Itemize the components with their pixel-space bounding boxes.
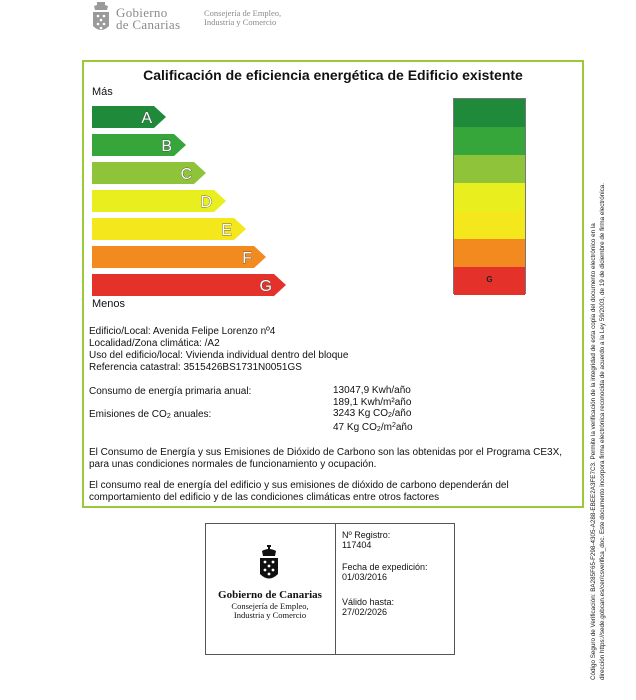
energy-class-bar-f	[92, 246, 266, 268]
header-dept-line1: Consejería de Empleo,	[204, 8, 282, 18]
registry-number-label: Nº Registro:	[342, 530, 391, 540]
scale-label-more: Más	[92, 86, 113, 98]
rating-band-e	[454, 211, 525, 239]
note-real-line1: El consumo real de energía del edificio y sus emisiones de dióxido de carbono dependerán del	[89, 480, 509, 491]
emissions-year-value	[333, 409, 411, 421]
building-info	[89, 326, 469, 374]
energy-class-letter-b: B	[161, 138, 172, 155]
certificate-title: Calificación de eficiencia energética de Edificio existente	[143, 67, 523, 83]
building-use: Uso del edificio/local: Vivienda individual dentro del bloque	[89, 350, 349, 361]
emissions-label-suffix: anuales:	[170, 409, 212, 420]
emissions-label-sub: 2	[166, 413, 171, 420]
energy-class-arrow-f	[92, 246, 268, 268]
header-org-line1: Gobierno	[116, 5, 168, 20]
verification-note	[589, 30, 607, 680]
emissions-label	[89, 409, 211, 420]
emissions-label-text: Emisiones de CO	[89, 409, 167, 420]
verification-note-line1: Código Seguro de Verificación: BA285F65-F298-4305-A288-EBEE2A3FE7C3. Permite la verificación de la integridad de esta copia del documento electrónico en la	[590, 223, 597, 680]
energy-class-bar-a	[92, 106, 166, 128]
energy-class-letter-g: G	[259, 278, 272, 295]
building-cadastral-ref: Referencia catastral: 3515426BS1731N0051GS	[89, 362, 302, 373]
emissions-m2-sub: 2	[376, 426, 381, 433]
registry-number	[342, 530, 390, 550]
emissions-year-suffix: /año	[391, 408, 412, 419]
registry-valid-until	[342, 597, 394, 617]
header-crest-icon	[91, 2, 111, 36]
header-dept-line2: Industria y Comercio	[204, 17, 277, 27]
energy-class-letter-e: E	[221, 222, 232, 239]
rating-band-a	[454, 99, 525, 127]
header-org-line2: de Canarias	[116, 17, 181, 32]
rating-band-c	[454, 155, 525, 183]
header-org-name	[116, 7, 196, 31]
rating-band-g	[454, 267, 525, 295]
registry-valid-value: 27/02/2026	[342, 607, 388, 617]
emissions-m2-sup: 2	[391, 422, 396, 429]
registry-org-name: Gobierno de Canarias	[218, 589, 322, 601]
registry-dept-line2: Industria y Comercio	[233, 610, 307, 620]
energy-class-bar-g	[92, 274, 286, 296]
emissions-m2-value	[333, 421, 413, 435]
scale-label-less: Menos	[92, 298, 126, 310]
emissions-year-text: 3243 Kg CO	[333, 408, 389, 419]
emissions-m2-mid: /m	[380, 422, 392, 433]
rating-band-f	[454, 239, 525, 267]
emissions-year-sub: 2	[388, 412, 392, 419]
registry-issue-label: Fecha de expedición:	[342, 562, 428, 572]
note-program	[89, 447, 569, 471]
energy-class-letter-d: D	[200, 194, 212, 211]
energy-class-letter-f: F	[242, 250, 252, 267]
rating-band-d	[454, 183, 525, 211]
energy-class-letter-a: A	[141, 110, 152, 127]
registry-dept-line1: Consejería de Empleo,	[231, 601, 309, 611]
note-program-line1: El Consumo de Energía y sus Emisiones de Dióxido de Carbono son las obtenidas por el Programa CE3X,	[89, 447, 563, 458]
note-real-line2: comportamiento del edificio y de las condiciones climáticas entre otros factores	[89, 492, 440, 503]
energy-class-arrow-c	[92, 162, 208, 184]
consumption-year-value: 13047,9 Kwh/año	[333, 385, 411, 396]
rating-band-b	[454, 127, 525, 155]
consumption-label: Consumo de energía primaria anual:	[89, 386, 252, 397]
note-real-consumption	[89, 480, 569, 504]
energy-class-arrow-a	[92, 106, 168, 128]
building-address: Edificio/Local: Avenida Felipe Lorenzo nº4	[89, 326, 276, 337]
registry-issue-value: 01/03/2016	[342, 572, 388, 582]
rating-scale	[453, 98, 526, 294]
registry-dept-name	[205, 602, 335, 620]
registry-crest-icon	[258, 545, 280, 585]
registry-valid-label: Válido hasta:	[342, 597, 395, 607]
energy-class-arrow-e	[92, 218, 248, 240]
current-rating-label: G	[486, 275, 493, 284]
registry-divider	[335, 523, 336, 655]
consumption-m2-value: 189,1 Kwh/m²año	[333, 397, 412, 408]
note-program-line2: para unas condiciones normales de funcionamiento y ocupación.	[89, 459, 377, 470]
building-climate-zone: Localidad/Zona climática: /A2	[89, 338, 220, 349]
energy-class-arrow-d	[92, 190, 228, 212]
energy-class-arrow-g	[92, 274, 288, 296]
registry-number-value: 117404	[342, 540, 372, 550]
energy-class-letter-c: C	[180, 166, 192, 183]
emissions-m2-text: 47 Kg CO	[333, 422, 377, 433]
header-dept-name	[204, 9, 314, 27]
energy-class-arrow-b	[92, 134, 188, 156]
registry-issue-date	[342, 562, 428, 582]
emissions-m2-suffix: año	[395, 422, 413, 433]
verification-note-line2: dirección https://sede.gobcan.es/cer/csverifica_doc. Este documento incorpora firma electrónica reconocida de acuerdo a la Ley 59/2003, de 19 de diciembre de firma electrónica.	[599, 182, 606, 680]
